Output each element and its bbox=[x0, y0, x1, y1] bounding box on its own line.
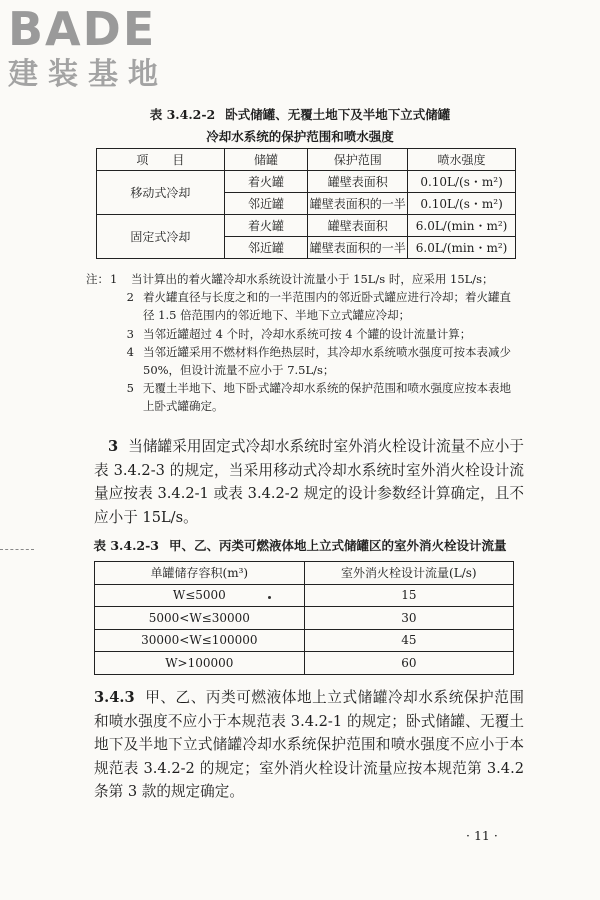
note-prefix: 注： bbox=[86, 272, 109, 286]
paragraph-clause-3-4-3 bbox=[94, 686, 524, 804]
header-intensity: 喷水强度 bbox=[408, 149, 516, 171]
note-number: 3 bbox=[126, 326, 134, 341]
clause-number: 3.4.3 bbox=[94, 689, 135, 706]
cell-tank: 着火罐 bbox=[224, 215, 308, 237]
cell-volume: W>100000 bbox=[95, 652, 305, 675]
table-row bbox=[95, 584, 514, 607]
cell-tank: 邻近罐 bbox=[224, 237, 308, 259]
table1-caption-2 bbox=[0, 128, 600, 146]
table-row bbox=[95, 629, 514, 652]
cell-volume: W≤5000 bbox=[95, 584, 305, 607]
note-text: 着火罐直径与长度之和的一半范围内的邻近卧式罐应进行冷却；着火罐直径 1.5 倍范围内的邻近地下、半地下立式罐应冷却； bbox=[143, 290, 511, 323]
note-number: 2 bbox=[126, 290, 134, 305]
cell-tank: 邻近罐 bbox=[224, 193, 308, 215]
table-header-row bbox=[95, 562, 514, 585]
paragraph-clause-3 bbox=[94, 435, 524, 529]
cell-volume: 5000<W≤30000 bbox=[95, 607, 305, 630]
header-scope: 保护范围 bbox=[308, 149, 408, 171]
cell-flow: 15 bbox=[304, 584, 513, 607]
note-text: 当邻近罐超过 4 个时，冷却水系统可按 4 个罐的设计流量计算； bbox=[143, 326, 472, 341]
table-row bbox=[97, 215, 516, 237]
table-row bbox=[95, 652, 514, 675]
logo-chinese: 建装基地 bbox=[8, 57, 168, 92]
note-text: 无覆土半地下、地下卧式罐冷却水系统的保护范围和喷水强度应按本表地上卧式罐确定。 bbox=[143, 381, 511, 414]
cell-scope: 罐壁表面积的一半 bbox=[308, 237, 408, 259]
cell-intensity: 0.10L/(s・m²) bbox=[408, 193, 516, 215]
table2-caption bbox=[0, 537, 600, 555]
note-number: 5 bbox=[126, 381, 134, 396]
cell-flow: 45 bbox=[304, 629, 513, 652]
stray-dot bbox=[268, 596, 271, 599]
cell-flow: 60 bbox=[304, 652, 513, 675]
note-text: 当计算出的着火罐冷却水系统设计流量小于 15L/s 时，应采用 15L/s； bbox=[131, 272, 494, 286]
note-item bbox=[86, 270, 520, 288]
cell-scope: 罐壁表面积 bbox=[308, 171, 408, 193]
cell-volume: 30000<W≤100000 bbox=[95, 629, 305, 652]
note-item bbox=[110, 379, 520, 415]
group-name: 移动式冷却 bbox=[97, 171, 225, 215]
cell-flow: 30 bbox=[304, 607, 513, 630]
table1-caption-line1: 卧式储罐、无覆土地下及半地下立式储罐 bbox=[225, 107, 451, 122]
header-tank: 储罐 bbox=[224, 149, 308, 171]
note-item bbox=[110, 325, 520, 343]
header-volume: 单罐储存容积(m³) bbox=[95, 562, 305, 585]
cell-scope: 罐壁表面积的一半 bbox=[308, 193, 408, 215]
cell-intensity: 6.0L/(min・m²) bbox=[408, 237, 516, 259]
table1-caption-number: 表 3.4.2-2 bbox=[149, 107, 216, 122]
cooling-protection-table bbox=[96, 148, 516, 259]
table2-caption-number: 表 3.4.2-3 bbox=[93, 538, 160, 553]
cell-intensity: 0.10L/(s・m²) bbox=[408, 171, 516, 193]
clause-number: 3 bbox=[108, 438, 119, 455]
table1-caption bbox=[0, 106, 600, 124]
clause-text: 当储罐采用固定式冷却水系统时室外消火栓设计流量不应小于表 3.4.2-3 的规定，当采用移动式冷却水系统时室外消火栓设计流量应按表 3.4.2-1 或表 3.4.2-2 规定的设计参数经计算确定，且不应小于 15L/s。 bbox=[94, 438, 524, 526]
note-text: 当邻近罐采用不燃材料作绝热层时，其冷却水系统喷水强度可按本表减少 50%，但设计流量不应小于 7.5L/s； bbox=[143, 344, 511, 378]
note-item bbox=[110, 343, 520, 379]
hydrant-flow-table bbox=[94, 561, 514, 675]
table-row bbox=[95, 607, 514, 630]
cell-intensity: 6.0L/(min・m²) bbox=[408, 215, 516, 237]
watermark-logo bbox=[8, 4, 168, 92]
table-notes bbox=[86, 270, 520, 416]
clause-text: 甲、乙、丙类可燃液体地上立式储罐冷却水系统保护范围和喷水强度不应小于本规范表 3.4.2-1 的规定；卧式储罐、无覆土地下及半地下立式储罐冷却水系统保护范围和喷水强度不应小于本规范表 3.4.2-2 的规定；室外消火栓设计流量应按本规范第 3.4.2 条第 3 款的规定确定。 bbox=[94, 689, 524, 801]
table1-caption-line2: 冷却水系统的保护范围和喷水强度 bbox=[206, 129, 394, 144]
group-name: 固定式冷却 bbox=[97, 215, 225, 259]
cell-scope: 罐壁表面积 bbox=[308, 215, 408, 237]
table2-caption-text: 甲、乙、丙类可燃液体地上立式储罐区的室外消火栓设计流量 bbox=[169, 538, 507, 553]
note-number: 1 bbox=[110, 272, 118, 286]
note-number: 4 bbox=[126, 344, 134, 359]
table-row bbox=[97, 171, 516, 193]
header-item: 项 目 bbox=[97, 149, 225, 171]
logo-latin: BADE bbox=[8, 2, 157, 56]
table-header-row bbox=[97, 149, 516, 171]
cell-tank: 着火罐 bbox=[224, 171, 308, 193]
header-flow: 室外消火栓设计流量(L/s) bbox=[304, 562, 513, 585]
page-number: · 11 · bbox=[466, 828, 498, 843]
note-item bbox=[110, 288, 520, 324]
